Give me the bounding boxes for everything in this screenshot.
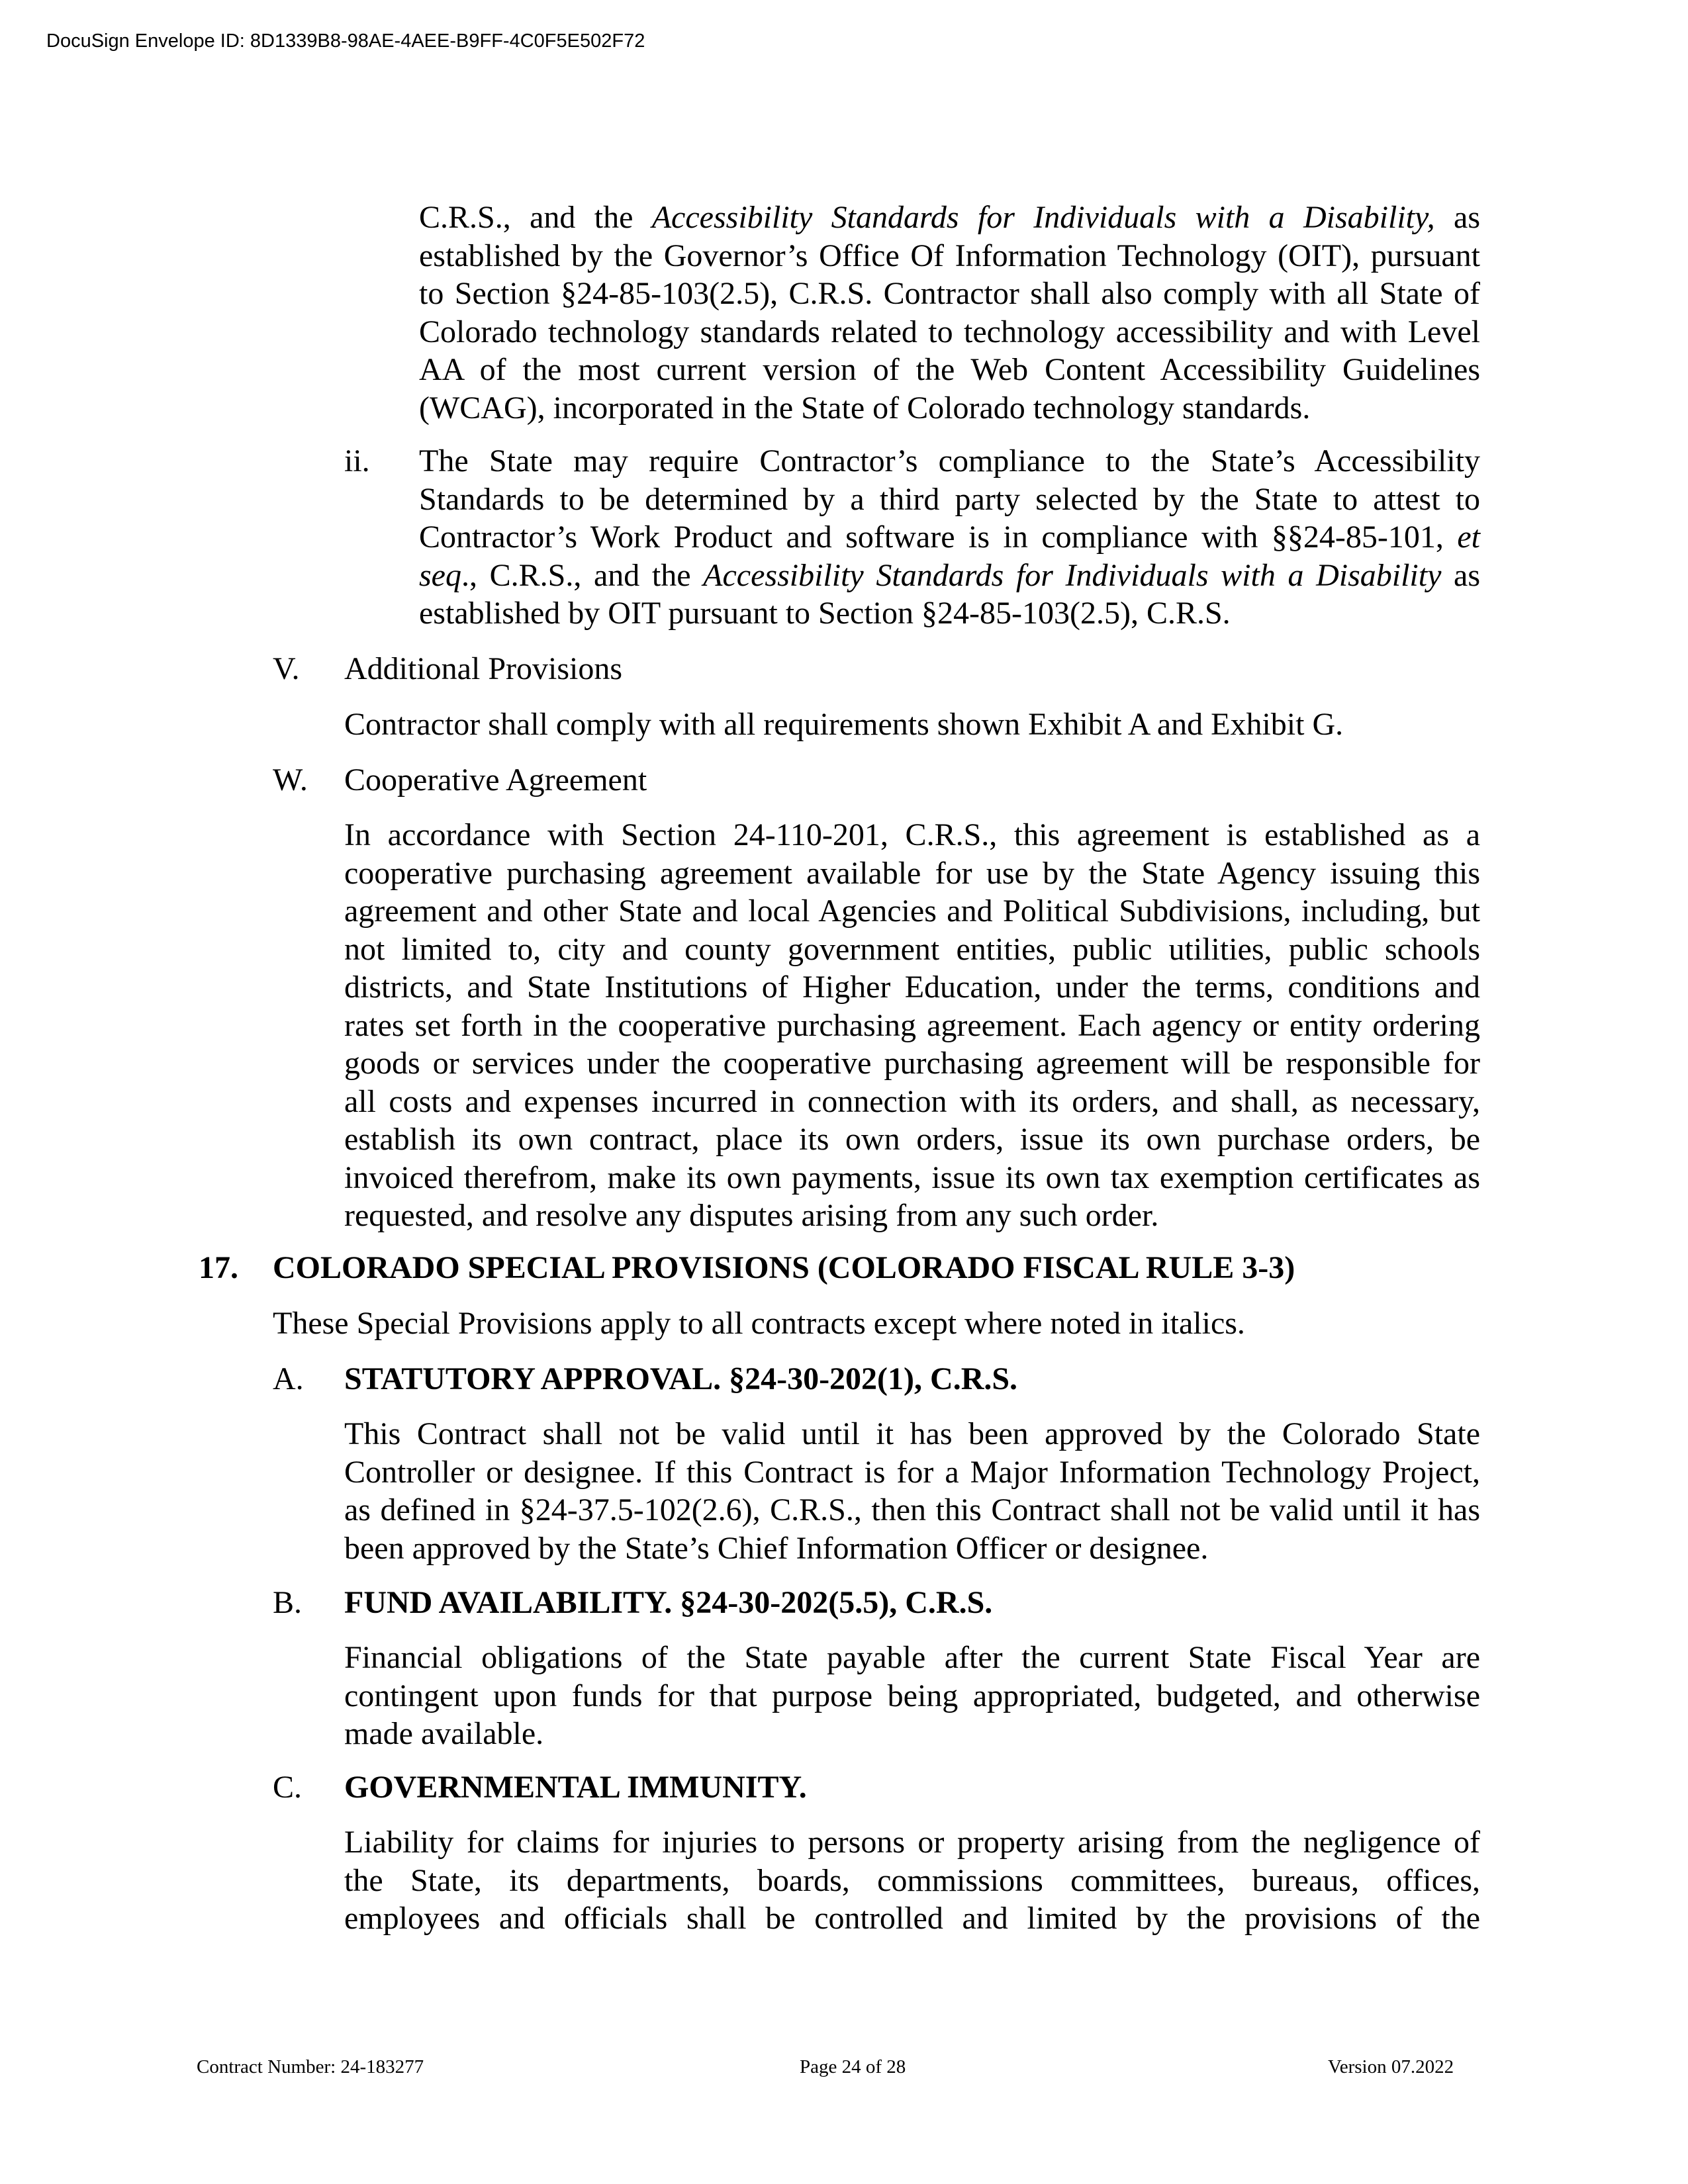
section-w-label: W. [273,762,308,797]
paragraph-line: goods or services under the cooperative purchasing agreement will be responsible for [344,1046,1480,1081]
accessibility-continuation-paragraph [419,199,1480,427]
footer-contract-number: Contract Number: 24-183277 [197,2056,424,2077]
fund-availability-paragraph [344,1639,1480,1753]
paragraph-line: cooperative purchasing agreement available for use by the State Agency issuing this [344,855,1480,891]
governmental-immunity-paragraph [344,1823,1480,1938]
paragraph-line: invoiced therefrom, make its own payments, issue its own tax exemption certificates as [344,1160,1480,1195]
paragraph-line: rates set forth in the cooperative purchasing agreement. Each agency or entity ordering [344,1007,1480,1043]
paragraph-line: establish its own contract, place its own orders, issue its own purchase orders, be [344,1122,1480,1157]
paragraph-line: as defined in §24-37.5-102(2.6), C.R.S., then this Contract shall not be valid until it has [344,1492,1480,1527]
section-c-label: C. [273,1770,303,1805]
section-w-title: Cooperative Agreement [344,762,647,797]
section-b-title: FUND AVAILABILITY. §24-30-202(5.5), C.R.S. [344,1585,993,1620]
section-b-label: B. [273,1585,303,1620]
paragraph-line: Colorado technology standards related to technology accessibility and with Level [419,314,1480,349]
paragraph-line: districts, and State Institutions of Higher Education, under the terms, conditions and [344,970,1480,1005]
section-17-intro: These Special Provisions apply to all contracts except where noted in italics. [273,1306,1245,1341]
paragraph-line: been approved by the State’s Chief Information Officer or designee. [344,1530,1209,1566]
paragraph-line: the State, its departments, boards, commissions committees, bureaus, offices, [344,1862,1480,1898]
section-a-title: STATUTORY APPROVAL. §24-30-202(1), C.R.S. [344,1361,1018,1396]
paragraph-line: established by OIT pursuant to Section §24-85-103(2.5), C.R.S. [419,596,1231,631]
cooperative-agreement-paragraph [344,816,1480,1235]
paragraph-line: Standards to be determined by a third party selected by the State to attest to [419,481,1480,517]
section-a-label: A. [273,1361,304,1396]
paragraph-line: made available. [344,1716,544,1751]
footer-version: Version 07.2022 [1328,2056,1454,2077]
section-17-heading: COLORADO SPECIAL PROVISIONS (COLORADO FISCAL RULE 3-3) [273,1250,1295,1285]
paragraph-line: established by the Governor’s Office Of Information Technology (OIT), pursuant [419,238,1480,273]
paragraph-line: all costs and expenses incurred in connection with its orders, and shall, as necessary, [344,1083,1480,1119]
paragraph-line: requested, and resolve any disputes arising from any such order. [344,1198,1159,1233]
paragraph-line: employees and officials shall be controlled and limited by the provisions of the [344,1901,1480,1936]
section-v-label: V. [273,651,300,686]
paragraph-line: not limited to, city and county government entities, public utilities, public schools [344,931,1480,967]
paragraph-line: AA of the most current version of the Web Content Accessibility Guidelines [419,352,1480,387]
paragraph-line: contingent upon funds for that purpose being appropriated, budgeted, and otherwise [344,1678,1480,1713]
section-v-body: Contractor shall comply with all requirements shown Exhibit A and Exhibit G. [344,707,1344,742]
paragraph-line: This Contract shall not be valid until it has been approved by the Colorado State [344,1416,1480,1451]
paragraph-line: Financial obligations of the State payable after the current State Fiscal Year are [344,1640,1480,1675]
docusign-envelope-id: DocuSign Envelope ID: 8D1339B8-98AE-4AEE-B9FF-4C0F5E502F72 [46,30,645,52]
paragraph-line: Liability for claims for injuries to persons or property arising from the negligence of [344,1825,1480,1860]
paragraph-line: The State may require Contractor’s compliance to the State’s Accessibility [419,443,1480,478]
paragraph-line: In accordance with Section 24-110-201, C.R.S., this agreement is established as a [344,817,1480,852]
paragraph-line: (WCAG), incorporated in the State of Colorado technology standards. [419,390,1311,426]
section-v-title: Additional Provisions [344,651,623,686]
paragraph-line: Contractor’s Work Product and software is in compliance with §§24-85-101, et [419,520,1480,555]
paragraph-line: to Section §24-85-103(2.5), C.R.S. Contractor shall also comply with all State of [419,276,1480,311]
paragraph-line: seq., C.R.S., and the Accessibility Standards for Individuals with a Disability as [419,557,1481,593]
paragraph-line: C.R.S., and the Accessibility Standards for Individuals with a Disability, as [419,200,1481,235]
item-ii-paragraph [419,442,1480,633]
paragraph-line: Controller or designee. If this Contract is for a Major Information Technology Project, [344,1454,1480,1490]
paragraph-line: agreement and other State and local Agencies and Political Subdivisions, including, but [344,893,1480,929]
statutory-approval-paragraph [344,1415,1480,1567]
section-17-number: 17. [199,1250,238,1285]
footer-page-number: Page 24 of 28 [800,2056,906,2077]
section-c-title: GOVERNMENTAL IMMUNITY. [344,1770,807,1805]
item-ii-label: ii. [344,443,370,478]
